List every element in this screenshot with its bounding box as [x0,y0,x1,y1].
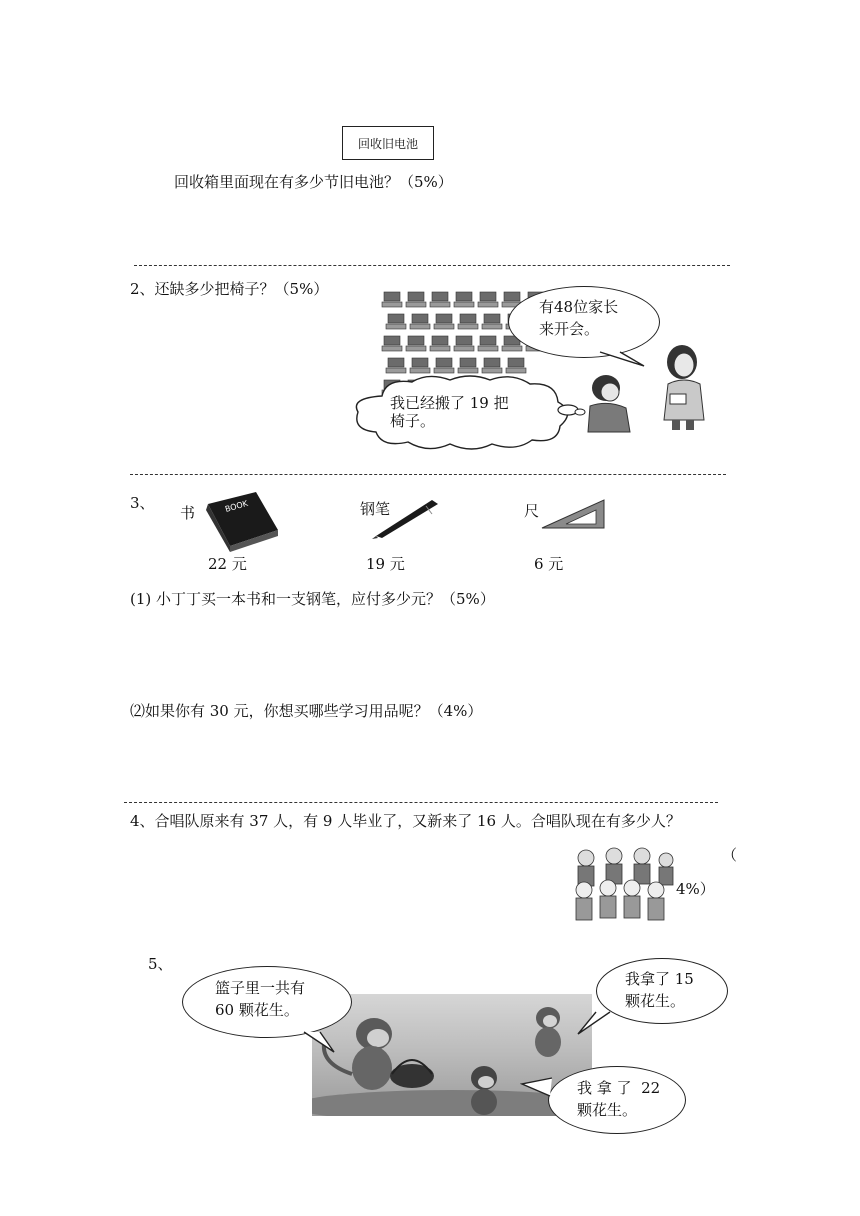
bubble-15-line-1: 我拿了 15 [625,970,694,988]
monkey-22-bubble [548,1066,686,1134]
chair-seat [410,324,430,329]
chair-seat [502,346,522,351]
chair-icon [432,292,448,301]
chair-seat [478,302,498,307]
chair-seat [430,346,450,351]
chair-seat [458,324,478,329]
chair-icon [456,336,472,345]
chair-seat [482,324,502,329]
chair-icon [436,358,452,367]
chair-icon [460,314,476,323]
ruler-icon [540,498,606,530]
chair-seat [410,368,430,373]
basket-bubble-line-1: 篮子里一共有 [215,979,306,997]
chair-seat [430,302,450,307]
chair-icon [480,336,496,345]
chair-icon [484,358,500,367]
chair-seat [454,346,474,351]
monkey-15-bubble [596,958,728,1024]
q3-sub-question-2: ⑵如果你有 30 元，你想买哪些学习用品呢？（4%） [130,702,483,720]
monkey-right-icon [535,1007,561,1057]
chair-seat [386,324,406,329]
student-bubble-line-2: 椅子。 [390,412,436,430]
basket-bubble-line-2: 60 颗花生。 [215,1000,299,1019]
chair-seat [434,368,454,373]
basket-monkey-bubble [182,966,352,1038]
battery-bin-label: 回收旧电池 [342,126,434,160]
chair-seat [478,346,498,351]
chair-seat [454,302,474,307]
pen-price: 19 元 [366,555,405,573]
q3-sub-question-1: (1) 小丁丁买一本书和一支钢笔，应付多少元？（5%） [130,590,495,608]
chair-seat [482,368,502,373]
chair-icon [408,292,424,301]
divider-2 [130,474,726,475]
q2-question: 2、还缺多少把椅子？（5%） [130,280,329,298]
ruler-price: 6 元 [534,555,564,573]
ruler-label: 尺 [524,502,540,520]
chair-icon [460,358,476,367]
q5-number: 5、 [148,955,173,973]
q4-question: 4、合唱队原来有 37 人，有 9 人毕业了，又新来了 16 人。合唱队现在有多少人？ [130,812,681,830]
pen-label: 钢笔 [360,500,391,518]
chair-seat [458,368,478,373]
divider-3 [124,802,718,803]
chair-icon [504,292,520,301]
q3-number: 3、 [130,494,155,512]
chair-icon [432,336,448,345]
bubble-22-line-1: 我 拿 了 22 [577,1079,661,1097]
chair-seat [406,302,426,307]
chair-icon [412,358,428,367]
chair-icon [408,336,424,345]
chair-icon [456,292,472,301]
divider-1 [134,265,730,266]
q4-score-open: （ [722,846,738,864]
bubble-22-tail [520,1076,556,1100]
teacher-bubble-line-1: 有48位家长 [539,298,619,316]
book-price: 22 元 [208,555,247,573]
chair-seat [506,368,526,373]
chair-icon [388,314,404,323]
teacher-icon [646,340,738,432]
chair-icon [384,336,400,345]
student-bubble-text [390,394,509,430]
book-label: 书 [180,504,196,522]
chair-icon [412,314,428,323]
chair-icon [480,292,496,301]
chair-seat [382,346,402,351]
chair-icon [384,292,400,301]
monkey-with-basket-icon [324,1018,434,1090]
bubble-15-tail [574,1010,614,1036]
chair-icon [508,358,524,367]
bubble-15-line-2: 颗花生。 [625,991,686,1010]
chair-seat [434,324,454,329]
chair-icon [436,314,452,323]
chair-seat [382,302,402,307]
chair-seat [386,368,406,373]
student-bubble-line-1: 我已经搬了 19 把 [390,394,509,412]
choir-icon [570,846,676,928]
chair-icon [484,314,500,323]
q1-question: 回收箱里面现在有多少节旧电池？（5%） [174,173,453,191]
book-icon [200,490,282,552]
student-icon [576,370,644,434]
teacher-bubble-line-2: 来开会。 [539,319,600,338]
bubble-22-line-2: 颗花生。 [577,1100,638,1119]
chair-seat [406,346,426,351]
teacher-bubble-tail [598,350,648,370]
pen-icon [370,494,444,540]
book-cover-text: BOOK [224,498,249,514]
basket-bubble-tail [300,1030,340,1054]
q4-score: 4%） [676,880,715,898]
chair-icon [388,358,404,367]
teacher-speech-bubble [508,286,660,358]
